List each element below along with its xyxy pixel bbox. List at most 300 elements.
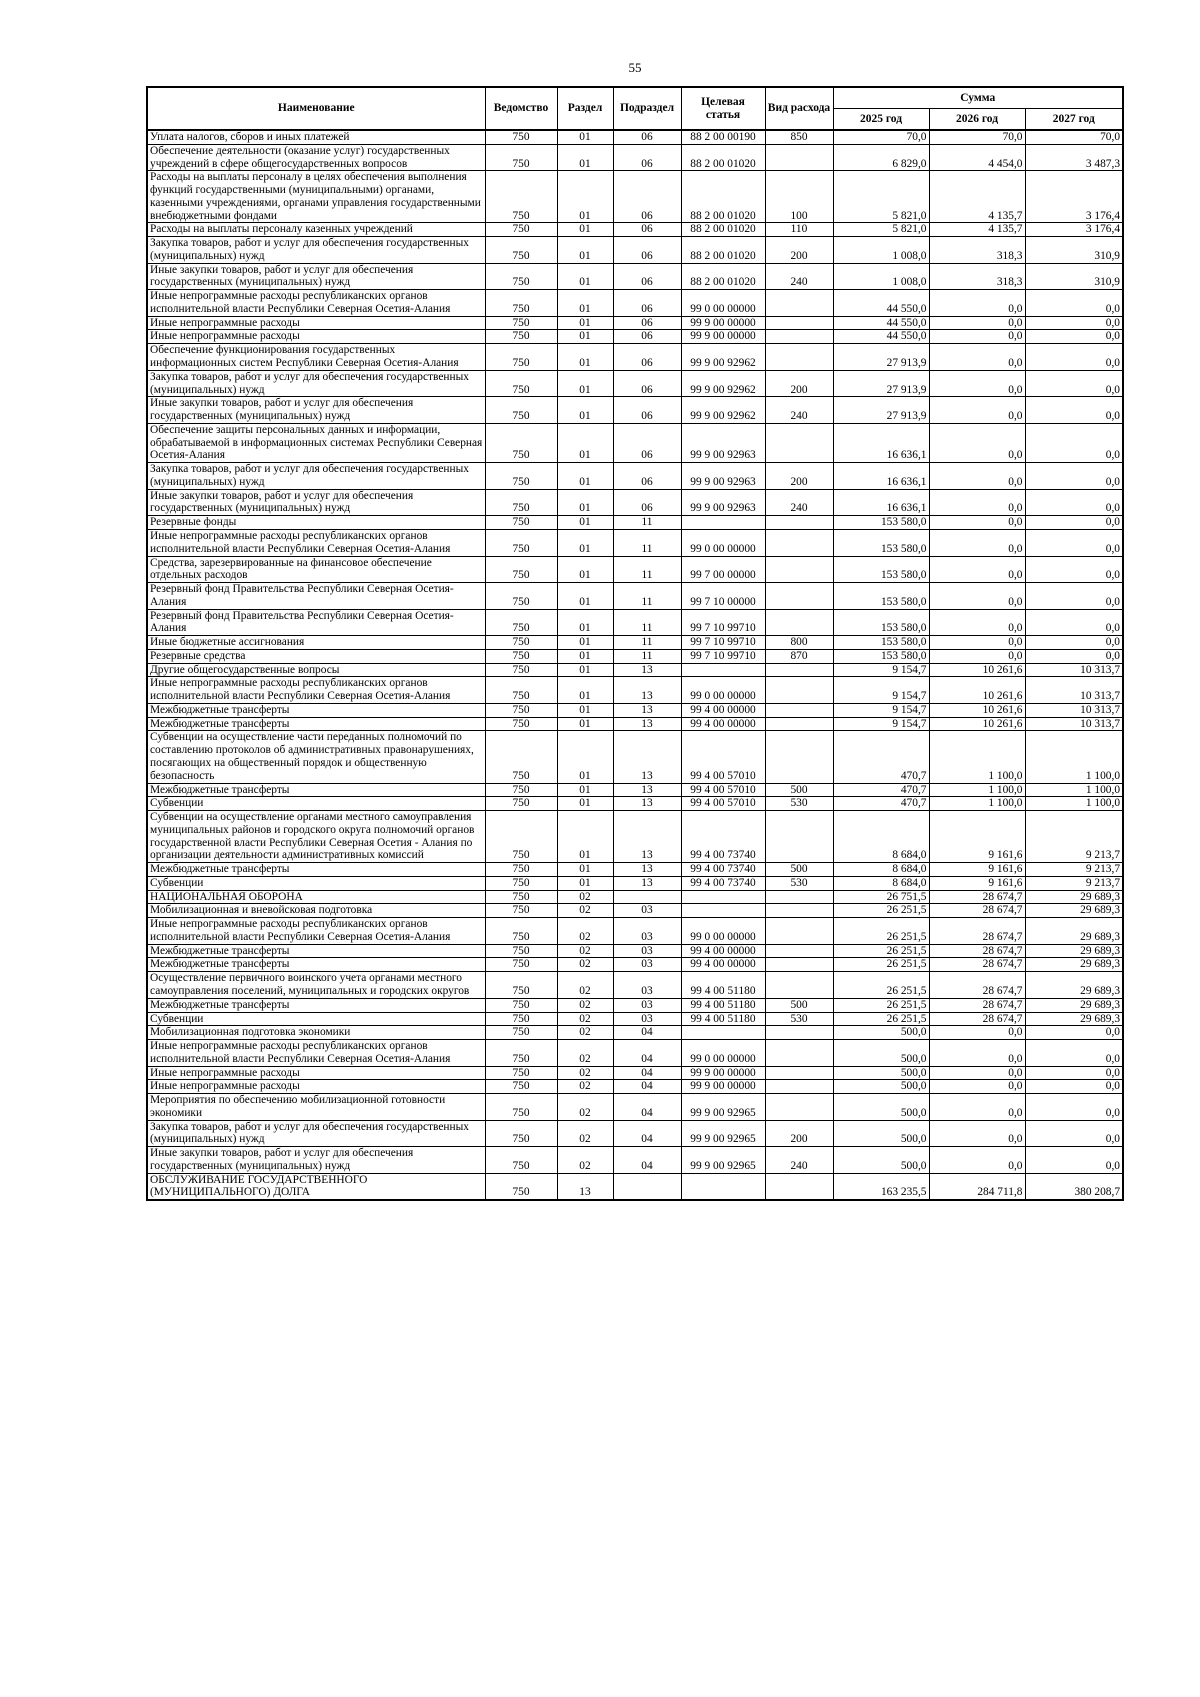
cell-vedomstvo: 750 (485, 609, 557, 636)
cell-vedomstvo: 750 (485, 944, 557, 958)
cell-sum-2026: 0,0 (929, 1040, 1025, 1067)
cell-vid-raskhoda (765, 583, 833, 610)
cell-name: Обеспечение защиты персональных данных и информации, обрабатываемой в информационных системах Республики Северная Осетия-Алания (147, 423, 485, 462)
table-row (147, 171, 1123, 223)
cell-podrazdel: 03 (613, 944, 681, 958)
cell-sum-2027: 3 487,3 (1025, 144, 1123, 171)
cell-vedomstvo: 750 (485, 463, 557, 490)
cell-podrazdel: 04 (613, 1040, 681, 1067)
header-vedomstvo: Ведомство (485, 87, 557, 130)
cell-razdel: 02 (557, 958, 613, 972)
cell-podrazdel: 06 (613, 237, 681, 264)
cell-vid-raskhoda: 530 (765, 1012, 833, 1026)
cell-vedomstvo: 750 (485, 290, 557, 317)
cell-name: Субвенции (147, 797, 485, 811)
cell-sum-2025: 9 154,7 (833, 703, 929, 717)
cell-podrazdel: 04 (613, 1080, 681, 1094)
cell-sum-2027: 1 100,0 (1025, 797, 1123, 811)
table-row (147, 370, 1123, 397)
cell-tselevaya-statya (681, 890, 765, 904)
cell-podrazdel: 11 (613, 649, 681, 663)
cell-sum-2025: 9 154,7 (833, 717, 929, 731)
cell-vid-raskhoda (765, 529, 833, 556)
cell-podrazdel: 06 (613, 144, 681, 171)
cell-podrazdel: 03 (613, 1012, 681, 1026)
table-row (147, 636, 1123, 650)
cell-sum-2025: 5 821,0 (833, 171, 929, 223)
cell-vid-raskhoda (765, 316, 833, 330)
cell-vedomstvo: 750 (485, 1066, 557, 1080)
cell-sum-2027: 10 313,7 (1025, 717, 1123, 731)
cell-sum-2025: 500,0 (833, 1080, 929, 1094)
header-tselevaya-statya: Целевая статья (681, 87, 765, 130)
cell-sum-2025: 26 251,5 (833, 904, 929, 918)
cell-sum-2027: 29 689,3 (1025, 918, 1123, 945)
table-row (147, 703, 1123, 717)
cell-vid-raskhoda: 240 (765, 397, 833, 424)
cell-sum-2027: 29 689,3 (1025, 972, 1123, 999)
cell-podrazdel: 04 (613, 1094, 681, 1121)
cell-podrazdel: 06 (613, 397, 681, 424)
header-2025: 2025 год (833, 109, 929, 131)
cell-sum-2025: 153 580,0 (833, 529, 929, 556)
cell-sum-2027: 0,0 (1025, 636, 1123, 650)
cell-vedomstvo: 750 (485, 890, 557, 904)
cell-sum-2027: 0,0 (1025, 290, 1123, 317)
cell-sum-2027: 29 689,3 (1025, 944, 1123, 958)
cell-vedomstvo: 750 (485, 344, 557, 371)
cell-name: Уплата налогов, сборов и иных платежей (147, 130, 485, 144)
cell-sum-2025: 26 251,5 (833, 944, 929, 958)
cell-razdel: 01 (557, 703, 613, 717)
cell-tselevaya-statya: 99 7 10 99710 (681, 609, 765, 636)
table-row (147, 144, 1123, 171)
cell-sum-2025: 26 251,5 (833, 1012, 929, 1026)
cell-tselevaya-statya: 99 4 00 73740 (681, 876, 765, 890)
cell-razdel: 02 (557, 1012, 613, 1026)
table-row (147, 330, 1123, 344)
cell-podrazdel: 04 (613, 1066, 681, 1080)
cell-podrazdel: 06 (613, 290, 681, 317)
cell-razdel: 01 (557, 583, 613, 610)
cell-vedomstvo: 750 (485, 330, 557, 344)
cell-name: Межбюджетные трансферты (147, 783, 485, 797)
cell-razdel: 01 (557, 556, 613, 583)
cell-vedomstvo: 750 (485, 972, 557, 999)
cell-sum-2027: 0,0 (1025, 583, 1123, 610)
cell-tselevaya-statya: 99 0 00 00000 (681, 529, 765, 556)
cell-vid-raskhoda: 530 (765, 797, 833, 811)
cell-sum-2027: 0,0 (1025, 516, 1123, 530)
cell-vedomstvo: 750 (485, 677, 557, 704)
cell-sum-2026: 0,0 (929, 516, 1025, 530)
cell-vid-raskhoda: 200 (765, 1120, 833, 1147)
cell-vedomstvo: 750 (485, 663, 557, 677)
cell-podrazdel: 06 (613, 344, 681, 371)
cell-tselevaya-statya: 99 9 00 92965 (681, 1147, 765, 1174)
cell-razdel: 01 (557, 144, 613, 171)
cell-sum-2025: 1 008,0 (833, 263, 929, 290)
cell-sum-2026: 0,0 (929, 370, 1025, 397)
cell-name: Иные закупки товаров, работ и услуг для обеспечения государственных (муниципальных) нужд (147, 489, 485, 516)
cell-sum-2027: 0,0 (1025, 397, 1123, 424)
cell-name: Мероприятия по обеспечению мобилизационной готовности экономики (147, 1094, 485, 1121)
cell-vedomstvo: 750 (485, 1120, 557, 1147)
table-row (147, 731, 1123, 783)
cell-vid-raskhoda (765, 1026, 833, 1040)
cell-sum-2025: 16 636,1 (833, 423, 929, 462)
cell-podrazdel: 13 (613, 717, 681, 731)
table-row (147, 1012, 1123, 1026)
cell-sum-2027: 0,0 (1025, 370, 1123, 397)
cell-podrazdel: 03 (613, 904, 681, 918)
cell-vedomstvo: 750 (485, 649, 557, 663)
cell-name: Мобилизационная и вневойсковая подготовка (147, 904, 485, 918)
cell-tselevaya-statya: 88 2 00 01020 (681, 223, 765, 237)
cell-sum-2026: 0,0 (929, 344, 1025, 371)
cell-podrazdel: 04 (613, 1120, 681, 1147)
cell-sum-2027: 310,9 (1025, 237, 1123, 264)
cell-sum-2026: 0,0 (929, 529, 1025, 556)
cell-podrazdel: 06 (613, 171, 681, 223)
cell-vedomstvo: 750 (485, 529, 557, 556)
cell-sum-2025: 153 580,0 (833, 609, 929, 636)
cell-sum-2027: 0,0 (1025, 649, 1123, 663)
cell-vedomstvo: 750 (485, 1173, 557, 1200)
table-row (147, 489, 1123, 516)
table-row (147, 717, 1123, 731)
cell-sum-2026: 0,0 (929, 290, 1025, 317)
cell-name: Другие общегосударственные вопросы (147, 663, 485, 677)
cell-sum-2026: 4 454,0 (929, 144, 1025, 171)
cell-sum-2025: 153 580,0 (833, 516, 929, 530)
cell-sum-2027: 0,0 (1025, 529, 1123, 556)
cell-sum-2027: 3 176,4 (1025, 223, 1123, 237)
cell-podrazdel: 06 (613, 130, 681, 144)
cell-tselevaya-statya: 99 4 00 57010 (681, 797, 765, 811)
cell-sum-2025: 44 550,0 (833, 316, 929, 330)
cell-sum-2027: 0,0 (1025, 609, 1123, 636)
table-row (147, 797, 1123, 811)
cell-sum-2025: 470,7 (833, 783, 929, 797)
cell-sum-2027: 0,0 (1025, 1120, 1123, 1147)
table-row (147, 863, 1123, 877)
cell-sum-2026: 0,0 (929, 1120, 1025, 1147)
cell-name: Иные непрограммные расходы республиканских органов исполнительной власти Республики Северная Осетия-Алания (147, 1040, 485, 1067)
cell-sum-2025: 500,0 (833, 1040, 929, 1067)
cell-podrazdel: 06 (613, 489, 681, 516)
cell-podrazdel: 06 (613, 316, 681, 330)
cell-sum-2025: 8 684,0 (833, 876, 929, 890)
cell-name: Закупка товаров, работ и услуг для обеспечения государственных (муниципальных) нужд (147, 370, 485, 397)
cell-vid-raskhoda: 530 (765, 876, 833, 890)
cell-tselevaya-statya: 88 2 00 01020 (681, 171, 765, 223)
cell-name: Межбюджетные трансферты (147, 863, 485, 877)
header-summa: Сумма (833, 87, 1123, 109)
cell-sum-2025: 16 636,1 (833, 463, 929, 490)
cell-sum-2027: 29 689,3 (1025, 1012, 1123, 1026)
cell-name: Субвенции (147, 876, 485, 890)
cell-name: Иные закупки товаров, работ и услуг для обеспечения государственных (муниципальных) нужд (147, 397, 485, 424)
cell-razdel: 02 (557, 1026, 613, 1040)
cell-sum-2026: 0,0 (929, 1147, 1025, 1174)
cell-sum-2027: 0,0 (1025, 1026, 1123, 1040)
cell-name: Иные непрограммные расходы (147, 330, 485, 344)
cell-podrazdel: 03 (613, 958, 681, 972)
cell-vid-raskhoda (765, 918, 833, 945)
cell-vedomstvo: 750 (485, 958, 557, 972)
cell-razdel: 01 (557, 876, 613, 890)
cell-vedomstvo: 750 (485, 489, 557, 516)
cell-sum-2026: 0,0 (929, 649, 1025, 663)
cell-razdel: 01 (557, 863, 613, 877)
table-row (147, 1040, 1123, 1067)
cell-vid-raskhoda (765, 290, 833, 317)
cell-tselevaya-statya: 88 2 00 00190 (681, 130, 765, 144)
cell-razdel: 01 (557, 516, 613, 530)
cell-sum-2027: 0,0 (1025, 556, 1123, 583)
cell-tselevaya-statya: 99 0 00 00000 (681, 1040, 765, 1067)
cell-sum-2025: 153 580,0 (833, 556, 929, 583)
cell-vedomstvo: 750 (485, 1080, 557, 1094)
cell-name: Резервные фонды (147, 516, 485, 530)
cell-vid-raskhoda (765, 958, 833, 972)
cell-tselevaya-statya (681, 1173, 765, 1200)
cell-tselevaya-statya: 99 0 00 00000 (681, 918, 765, 945)
cell-razdel: 01 (557, 130, 613, 144)
cell-vid-raskhoda: 110 (765, 223, 833, 237)
cell-vedomstvo: 750 (485, 316, 557, 330)
cell-name: Средства, зарезервированные на финансовое обеспечение отдельных расходов (147, 556, 485, 583)
cell-sum-2025: 6 829,0 (833, 144, 929, 171)
cell-razdel: 01 (557, 811, 613, 863)
cell-sum-2026: 0,0 (929, 423, 1025, 462)
cell-sum-2027: 0,0 (1025, 489, 1123, 516)
table-row (147, 958, 1123, 972)
cell-sum-2025: 470,7 (833, 731, 929, 783)
cell-tselevaya-statya: 99 0 00 00000 (681, 290, 765, 317)
cell-razdel: 02 (557, 1066, 613, 1080)
cell-vedomstvo: 750 (485, 717, 557, 731)
cell-sum-2027: 70,0 (1025, 130, 1123, 144)
cell-podrazdel: 13 (613, 797, 681, 811)
cell-podrazdel: 11 (613, 583, 681, 610)
table-row (147, 1120, 1123, 1147)
cell-sum-2026: 70,0 (929, 130, 1025, 144)
cell-sum-2027: 9 213,7 (1025, 811, 1123, 863)
cell-sum-2025: 26 251,5 (833, 998, 929, 1012)
cell-sum-2025: 153 580,0 (833, 636, 929, 650)
cell-name: ОБСЛУЖИВАНИЕ ГОСУДАРСТВЕННОГО (МУНИЦИПАЛЬНОГО) ДОЛГА (147, 1173, 485, 1200)
table-row (147, 783, 1123, 797)
cell-tselevaya-statya: 99 4 00 00000 (681, 717, 765, 731)
cell-name: Закупка товаров, работ и услуг для обеспечения государственных (муниципальных) нужд (147, 1120, 485, 1147)
cell-sum-2027: 310,9 (1025, 263, 1123, 290)
cell-podrazdel: 06 (613, 223, 681, 237)
cell-razdel: 13 (557, 1173, 613, 1200)
cell-vedomstvo: 750 (485, 263, 557, 290)
cell-tselevaya-statya: 99 4 00 51180 (681, 998, 765, 1012)
cell-tselevaya-statya (681, 904, 765, 918)
cell-razdel: 01 (557, 290, 613, 317)
cell-sum-2025: 500,0 (833, 1094, 929, 1121)
cell-vid-raskhoda (765, 703, 833, 717)
table-row (147, 290, 1123, 317)
cell-name: Межбюджетные трансферты (147, 998, 485, 1012)
cell-vedomstvo: 750 (485, 1147, 557, 1174)
cell-razdel: 01 (557, 223, 613, 237)
cell-razdel: 02 (557, 890, 613, 904)
cell-podrazdel: 11 (613, 529, 681, 556)
cell-tselevaya-statya: 99 9 00 92962 (681, 370, 765, 397)
cell-podrazdel: 04 (613, 1026, 681, 1040)
cell-name: Иные закупки товаров, работ и услуг для обеспечения государственных (муниципальных) нужд (147, 263, 485, 290)
cell-sum-2025: 153 580,0 (833, 649, 929, 663)
table-row (147, 609, 1123, 636)
cell-name: Обеспечение деятельности (оказание услуг) государственных учреждений в сфере общегосударственных вопросов (147, 144, 485, 171)
cell-name: Осуществление первичного воинского учета органами местного самоуправления поселений, муниципальных и городских округов (147, 972, 485, 999)
cell-podrazdel: 06 (613, 370, 681, 397)
cell-podrazdel: 03 (613, 918, 681, 945)
cell-tselevaya-statya: 99 9 00 92965 (681, 1094, 765, 1121)
cell-podrazdel: 11 (613, 556, 681, 583)
table-row (147, 1080, 1123, 1094)
cell-sum-2026: 10 261,6 (929, 677, 1025, 704)
cell-vid-raskhoda (765, 1040, 833, 1067)
cell-vid-raskhoda (765, 1173, 833, 1200)
cell-name: Мобилизационная подготовка экономики (147, 1026, 485, 1040)
table-row (147, 463, 1123, 490)
cell-vid-raskhoda: 870 (765, 649, 833, 663)
cell-vid-raskhoda (765, 516, 833, 530)
cell-vid-raskhoda: 200 (765, 463, 833, 490)
cell-sum-2026: 9 161,6 (929, 863, 1025, 877)
cell-podrazdel: 13 (613, 876, 681, 890)
cell-vid-raskhoda (765, 677, 833, 704)
cell-vedomstvo: 750 (485, 1026, 557, 1040)
cell-vid-raskhoda: 200 (765, 237, 833, 264)
header-vid-raskhoda: Вид расхода (765, 87, 833, 130)
cell-razdel: 01 (557, 649, 613, 663)
cell-tselevaya-statya: 99 4 00 73740 (681, 811, 765, 863)
cell-name: Межбюджетные трансферты (147, 703, 485, 717)
cell-vid-raskhoda (765, 344, 833, 371)
cell-sum-2027: 0,0 (1025, 1147, 1123, 1174)
cell-vid-raskhoda (765, 144, 833, 171)
cell-sum-2025: 500,0 (833, 1066, 929, 1080)
cell-vedomstvo: 750 (485, 876, 557, 890)
cell-tselevaya-statya: 99 7 10 00000 (681, 583, 765, 610)
table-row (147, 649, 1123, 663)
cell-vedomstvo: 750 (485, 1040, 557, 1067)
cell-sum-2025: 26 251,5 (833, 972, 929, 999)
cell-podrazdel: 13 (613, 731, 681, 783)
cell-sum-2027: 29 689,3 (1025, 904, 1123, 918)
cell-sum-2025: 8 684,0 (833, 863, 929, 877)
cell-sum-2026: 284 711,8 (929, 1173, 1025, 1200)
cell-tselevaya-statya (681, 516, 765, 530)
cell-sum-2025: 8 684,0 (833, 811, 929, 863)
cell-tselevaya-statya: 99 9 00 00000 (681, 330, 765, 344)
cell-sum-2026: 0,0 (929, 330, 1025, 344)
cell-sum-2026: 0,0 (929, 1094, 1025, 1121)
cell-razdel: 02 (557, 1040, 613, 1067)
table-body (147, 130, 1123, 1200)
cell-sum-2026: 28 674,7 (929, 972, 1025, 999)
cell-sum-2025: 500,0 (833, 1120, 929, 1147)
cell-name: Резервный фонд Правительства Республики Северная Осетия-Алания (147, 609, 485, 636)
cell-tselevaya-statya: 99 4 00 57010 (681, 731, 765, 783)
cell-vid-raskhoda (765, 330, 833, 344)
cell-name: Резервный фонд Правительства Республики Северная Осетия-Алания (147, 583, 485, 610)
cell-name: Субвенции на осуществление части переданных полномочий по составлению протоколов об административных правонарушениях, посягающих на общественный порядок и общественную безопасность (147, 731, 485, 783)
cell-sum-2026: 10 261,6 (929, 717, 1025, 731)
cell-sum-2026: 4 135,7 (929, 171, 1025, 223)
header-podrazdel: Подраздел (613, 87, 681, 130)
cell-vid-raskhoda (765, 1066, 833, 1080)
cell-vedomstvo: 750 (485, 783, 557, 797)
table-row (147, 1066, 1123, 1080)
table-row (147, 556, 1123, 583)
cell-sum-2027: 1 100,0 (1025, 731, 1123, 783)
header-razdel: Раздел (557, 87, 613, 130)
cell-razdel: 01 (557, 731, 613, 783)
cell-podrazdel: 06 (613, 330, 681, 344)
cell-vid-raskhoda (765, 663, 833, 677)
cell-tselevaya-statya: 99 0 00 00000 (681, 677, 765, 704)
cell-sum-2025: 1 008,0 (833, 237, 929, 264)
table-row (147, 663, 1123, 677)
cell-sum-2025: 9 154,7 (833, 677, 929, 704)
cell-razdel: 01 (557, 330, 613, 344)
cell-name: НАЦИОНАЛЬНАЯ ОБОРОНА (147, 890, 485, 904)
cell-vid-raskhoda (765, 972, 833, 999)
cell-sum-2026: 0,0 (929, 556, 1025, 583)
cell-vedomstvo: 750 (485, 998, 557, 1012)
cell-tselevaya-statya: 99 7 10 99710 (681, 636, 765, 650)
cell-sum-2026: 1 100,0 (929, 797, 1025, 811)
cell-sum-2026: 28 674,7 (929, 918, 1025, 945)
cell-sum-2027: 380 208,7 (1025, 1173, 1123, 1200)
cell-name: Расходы на выплаты персоналу в целях обеспечения выполнения функций государственными (муниципальными) органами, казенными учреждениями, органами управления государственными внебюджетными фондами (147, 171, 485, 223)
cell-sum-2026: 0,0 (929, 316, 1025, 330)
cell-vedomstvo: 750 (485, 516, 557, 530)
cell-sum-2027: 29 689,3 (1025, 890, 1123, 904)
cell-sum-2026: 28 674,7 (929, 998, 1025, 1012)
cell-name: Иные непрограммные расходы республиканских органов исполнительной власти Республики Северная Осетия-Алания (147, 529, 485, 556)
cell-tselevaya-statya: 99 4 00 00000 (681, 944, 765, 958)
cell-name: Расходы на выплаты персоналу казенных учреждений (147, 223, 485, 237)
cell-razdel: 01 (557, 717, 613, 731)
cell-sum-2025: 70,0 (833, 130, 929, 144)
table-row (147, 890, 1123, 904)
cell-vid-raskhoda: 500 (765, 783, 833, 797)
cell-razdel: 02 (557, 1094, 613, 1121)
cell-vid-raskhoda: 240 (765, 1147, 833, 1174)
cell-vid-raskhoda (765, 904, 833, 918)
table-row (147, 397, 1123, 424)
cell-tselevaya-statya: 99 9 00 92962 (681, 344, 765, 371)
cell-vedomstvo: 750 (485, 130, 557, 144)
cell-podrazdel: 13 (613, 703, 681, 717)
table-row (147, 1173, 1123, 1200)
cell-tselevaya-statya: 99 4 00 57010 (681, 783, 765, 797)
cell-tselevaya-statya: 99 7 00 00000 (681, 556, 765, 583)
table-row (147, 529, 1123, 556)
cell-name: Межбюджетные трансферты (147, 944, 485, 958)
table-row (147, 583, 1123, 610)
cell-vid-raskhoda (765, 1080, 833, 1094)
